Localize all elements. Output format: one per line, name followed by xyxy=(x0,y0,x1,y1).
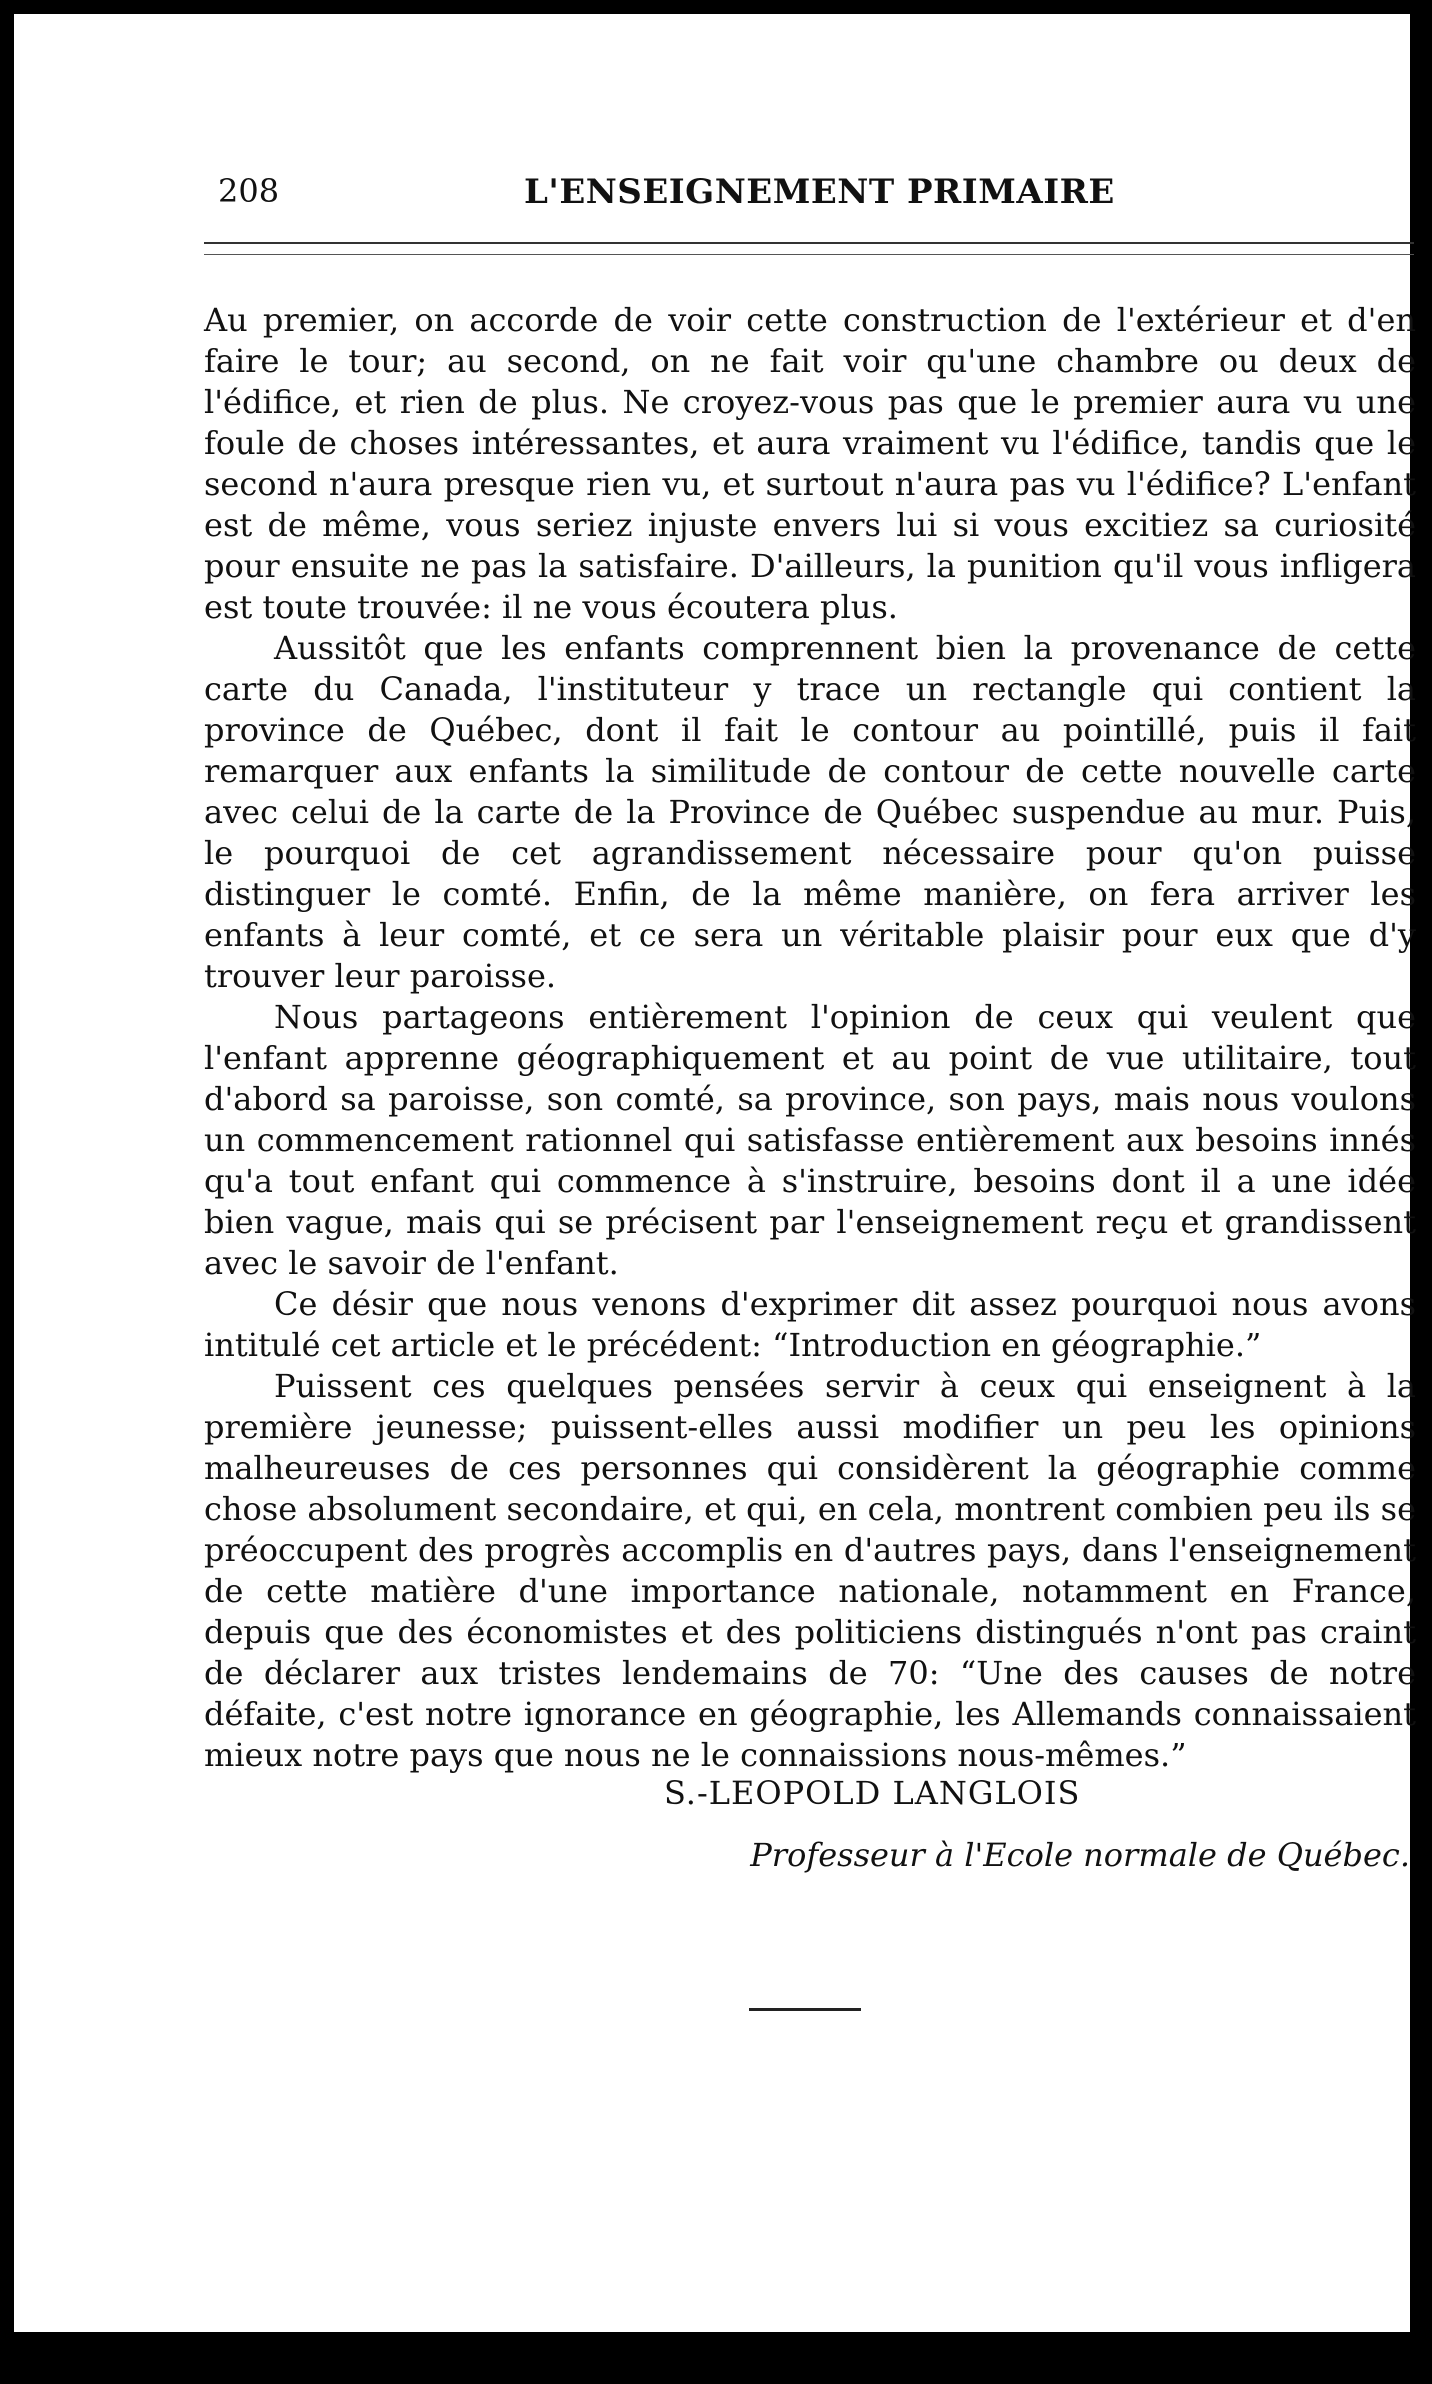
paragraph: Ce désir que nous venons d'exprimer dit assez pourquoi nous avons intitulé cet article et le précédent: “Introduction en géographie.” xyxy=(204,1285,1416,1364)
article-body xyxy=(204,300,1416,1776)
author-affiliation xyxy=(614,1836,1410,1874)
header-rule xyxy=(204,242,1414,255)
page-number: 208 xyxy=(218,172,280,210)
end-rule xyxy=(749,2008,861,2011)
running-header xyxy=(204,164,1414,224)
page xyxy=(14,14,1416,2332)
author-signature: S.-LEOPOLD LANGLOIS xyxy=(664,1774,1081,1812)
paragraph: Aussitôt que les enfants comprennent bien la provenance de cette carte du Canada, l'instituteur y trace un rectangle qui contient la province de Québec, dont il fait le contour au pointillé, puis il fait remarquer aux enfants la similitude de contour de cette nouvelle carte avec celui de la carte de la Province de Québec suspendue au mur. Puis, le pourquoi de cet agrandissement nécessaire pour qu'on puisse distinguer le comté. Enfin, de la même manière, on fera arriver les enfants à leur comté, et ce sera un véritable plaisir pour eux que d'y trouver leur paroisse. xyxy=(204,629,1416,995)
running-title: L'ENSEIGNEMENT PRIMAIRE xyxy=(524,172,1115,212)
paragraph: Puissent ces quelques pensées servir à ceux qui enseignent à la première jeunesse; puissent-elles aussi modifier un peu les opinions malheureuses de ces personnes qui considèrent la géographie comme chose absolument secondaire, et qui, en cela, montrent combien peu ils se préoccupent des progrès accomplis en d'autres pays, dans l'enseignement de cette matière d'une importance nationale, notamment en France, depuis que des économistes et des politiciens distingués n'ont pas craint de déclarer aux tristes lendemains de 70: “Une des causes de notre défaite, c'est notre ignorance en géographie, les Allemands connaissaient mieux notre pays que nous ne le connaissions nous-mêmes.” xyxy=(204,1367,1416,1774)
affiliation-text: Professeur à l'Ecole normale de Québec. xyxy=(750,1836,1410,1874)
paragraph: Au premier, on accorde de voir cette construction de l'extérieur et d'en faire le tour; au second, on ne fait voir qu'une chambre ou deux de l'édifice, et rien de plus. Ne croyez-vous pas que le premier aura vu une foule de choses intéressantes, et aura vraiment vu l'édifice, tandis que le second n'aura presque rien vu, et surtout n'aura pas vu l'édifice? L'enfant est de même, vous seriez injuste envers lui si vous excitiez sa curiosité pour ensuite ne pas la satisfaire. D'ailleurs, la punition qu'il vous infligera est toute trouvée: il ne vous écoutera plus. xyxy=(204,301,1416,626)
paragraph: Nous partageons entièrement l'opinion de ceux qui veulent que l'enfant apprenne géographiquement et au point de vue utilitaire, tout d'abord sa paroisse, son comté, sa province, son pays, mais nous voulons un commencement rationnel qui satisfasse entièrement aux besoins innés qu'a tout enfant qui commence à s'instruire, besoins dont il a une idée bien vague, mais qui se précisent par l'enseignement reçu et grandissent avec le savoir de l'enfant. xyxy=(204,998,1416,1282)
